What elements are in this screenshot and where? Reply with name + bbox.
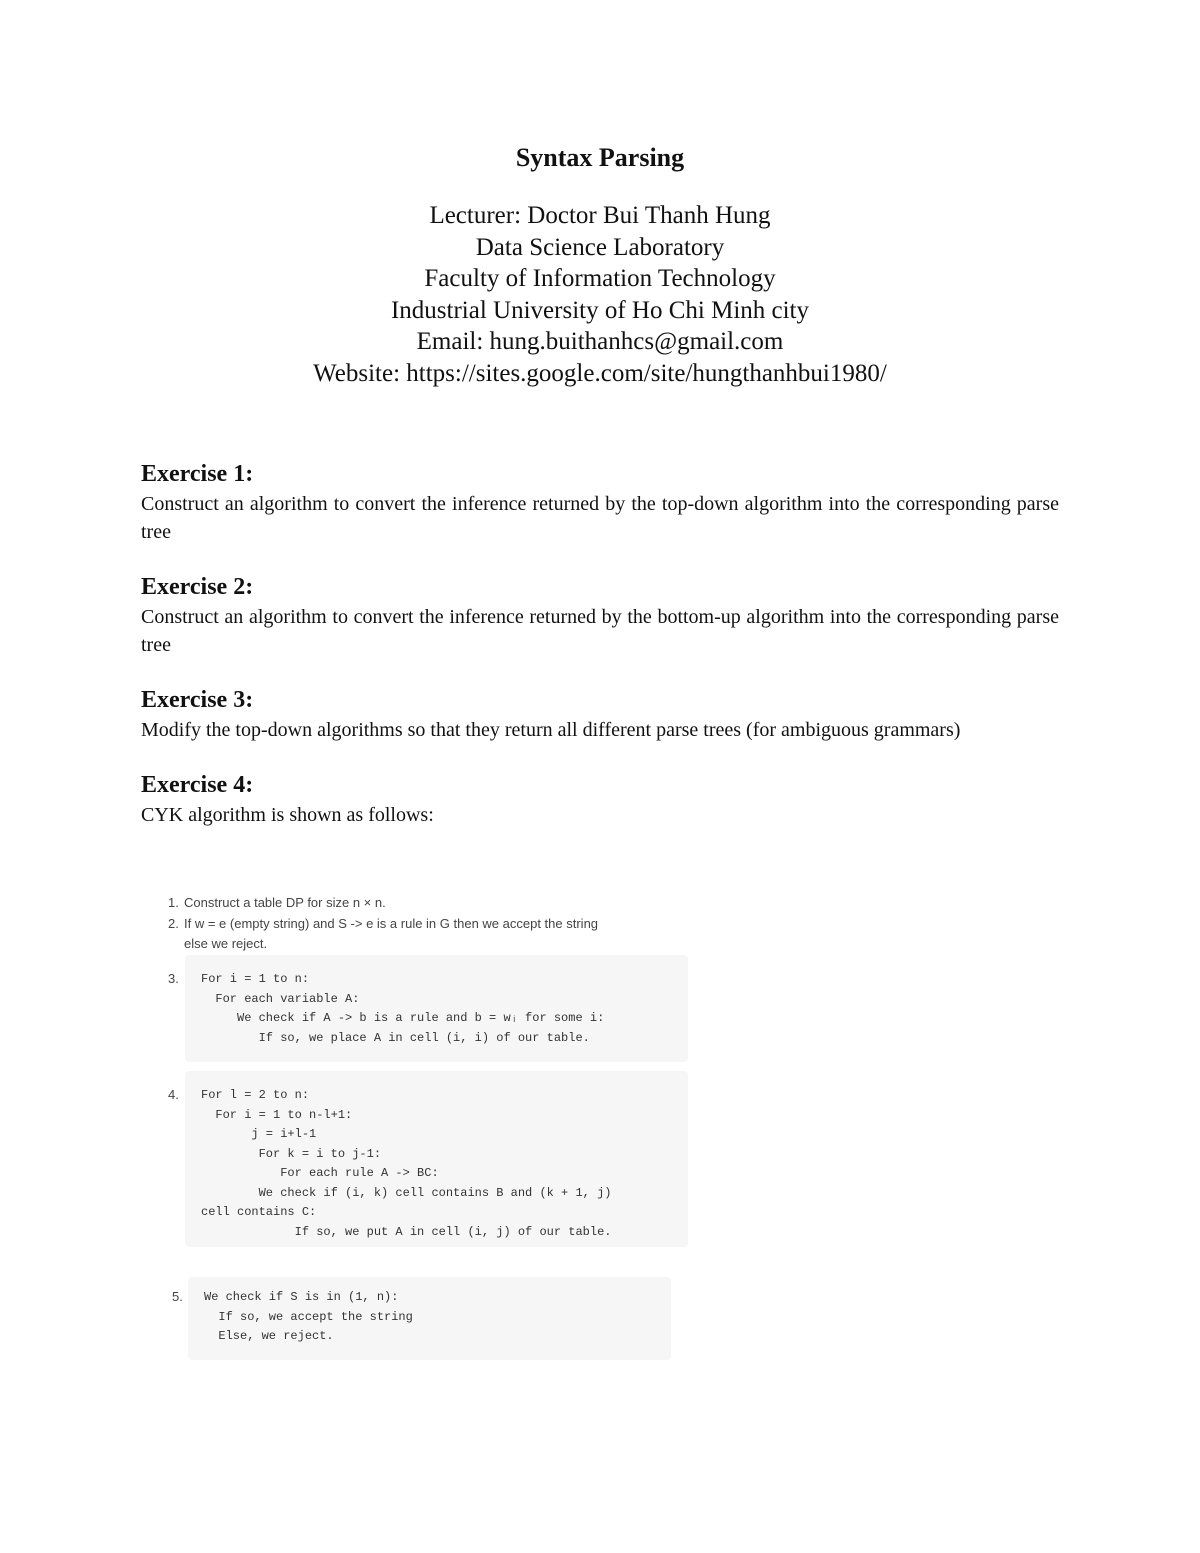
exercise-4 — [141, 769, 1059, 829]
step-text: Construct a table DP for size n × n. — [184, 895, 386, 910]
university-line: Industrial University of Ho Chi Minh city — [390, 296, 810, 324]
code-text: For l = 2 to n: For i = 1 to n-l+1: j = i+l-1 For k = i to j-1: For each rule A -> BC: We check if (i, k) cell contains B and (k + 1, j) cell contains C: If so, we put A in cell (i, j) of our table. — [201, 1088, 612, 1239]
email-line: Email: hung.buithanhcs@gmail.com — [416, 328, 784, 355]
cyk-steps-1-2 — [168, 893, 598, 955]
lecturer-line: Lecturer: Doctor Bui Thanh Hung — [429, 202, 771, 229]
cyk-step-2-continued — [168, 934, 598, 955]
faculty-line: Faculty of Information Technology — [424, 265, 776, 292]
cyk-step-4-codeblock — [185, 1071, 688, 1247]
exercise-3 — [141, 684, 1059, 744]
exercise-heading: Exercise 4: — [141, 772, 254, 798]
cyk-step-3-codeblock — [185, 955, 688, 1062]
cyk-step-1 — [168, 893, 598, 914]
cyk-step-2 — [168, 914, 598, 935]
website-line: Website: https://sites.google.com/site/hungthanhbui1980/ — [313, 359, 887, 387]
step-number: 4. — [168, 1087, 179, 1102]
exercise-heading: Exercise 1: — [141, 461, 254, 487]
code-text: We check if S is in (1, n): If so, we accept the string Else, we reject. — [204, 1290, 413, 1343]
exercise-intro: CYK algorithm is shown as follows: — [141, 804, 434, 826]
cyk-step-5-codeblock — [188, 1277, 671, 1360]
step-number: 3. — [168, 971, 179, 986]
exercise-list — [141, 458, 1059, 854]
step-text: else we reject. — [184, 936, 268, 951]
exercise-text: Construct an algorithm to convert the inference returned by the top-down algorithm into the corresponding parse tree — [141, 493, 1059, 543]
document-header — [0, 140, 1200, 389]
lab-line: Data Science Laboratory — [475, 233, 725, 261]
exercise-text: Modify the top-down algorithms so that they return all different parse trees (for ambiguous grammars) — [141, 719, 961, 741]
exercise-2 — [141, 571, 1059, 659]
code-text: For i = 1 to n: For each variable A: We check if A -> b is a rule and b = wᵢ for some i: If so, we place A in cell (i, i) of our table. — [201, 972, 605, 1045]
step-number: 5. — [172, 1289, 183, 1304]
exercise-heading: Exercise 2: — [141, 574, 254, 600]
exercise-heading: Exercise 3: — [141, 687, 254, 713]
document-title: Syntax Parsing — [515, 143, 685, 172]
exercise-1 — [141, 458, 1059, 546]
exercise-text: Construct an algorithm to convert the inference returned by the bottom-up algorithm into the corresponding parse tree — [141, 606, 1059, 656]
step-number: 1. — [168, 895, 179, 910]
step-number: 2. — [168, 915, 179, 931]
step-text: If w = e (empty string) and S -> e is a rule in G then we accept the string — [184, 915, 599, 931]
